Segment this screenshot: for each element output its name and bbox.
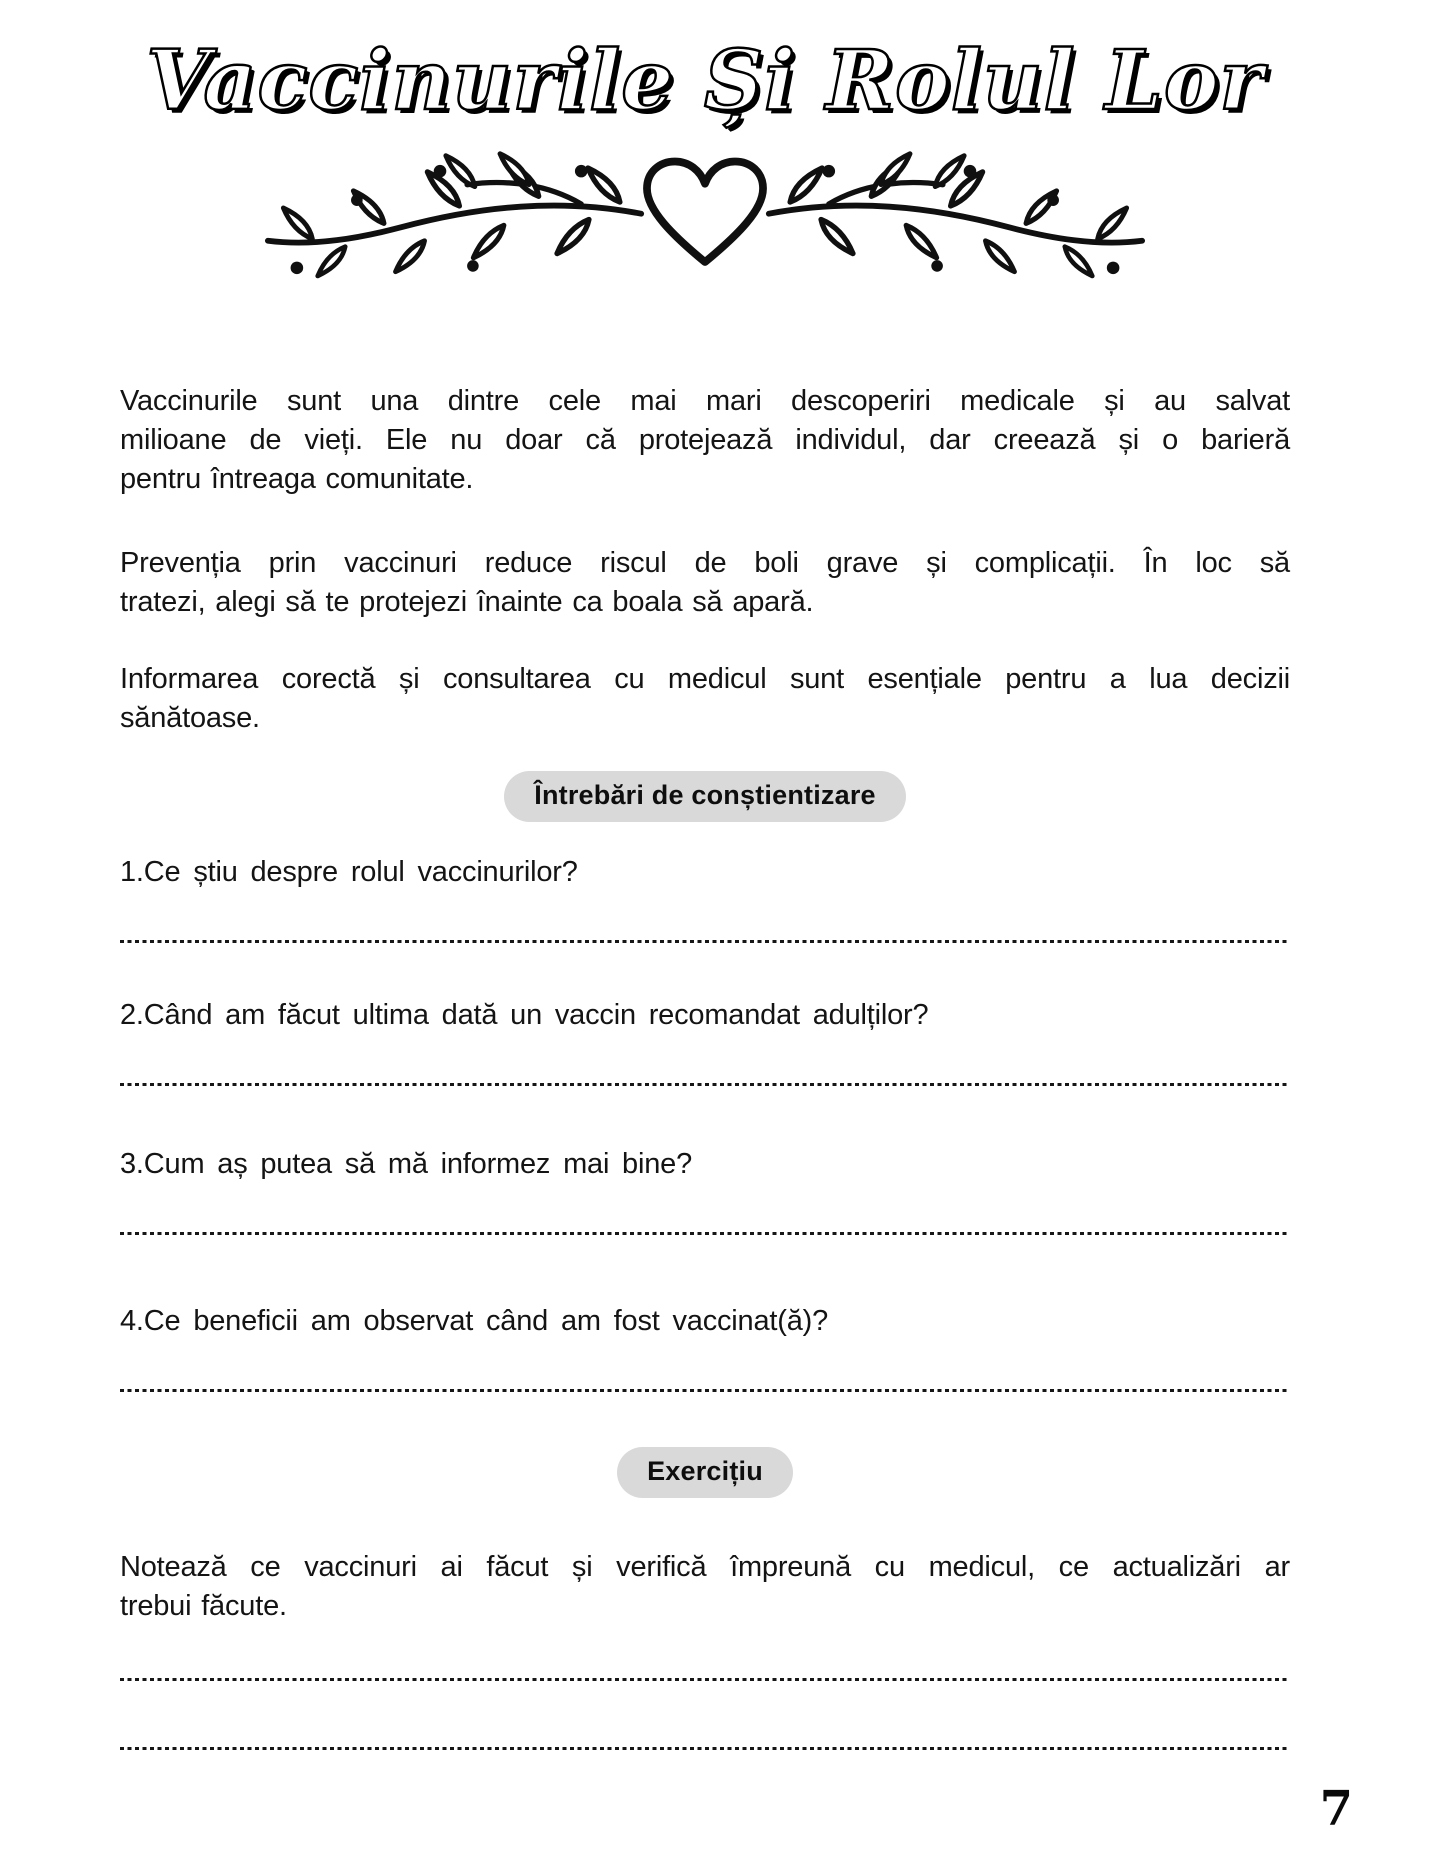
heart-icon (647, 162, 763, 263)
floral-divider (120, 146, 1290, 298)
intro-paragraph-1 (120, 382, 1290, 499)
section-header-questions-wrap (120, 771, 1290, 822)
paragraph-line: Notează ce vaccinuri ai făcut și verifică împreună cu medicul, ce actualizări ar (120, 1551, 1290, 1584)
question-2: 2.Când am făcut ultima dată un vaccin recomandat adulților? (120, 999, 929, 1032)
exercise-answer-line-1 (120, 1678, 1290, 1681)
section-header-questions: Întrebări de conștientizare (504, 771, 906, 822)
paragraph-line: trebui făcute. (120, 1590, 287, 1623)
paragraph-line: milioane de vieți. Ele nu doar că protejează individul, dar creează și o barieră (120, 424, 1290, 457)
intro-paragraph-2 (120, 544, 1290, 622)
paragraph-line: sănătoase. (120, 702, 260, 735)
answer-line-1 (120, 940, 1290, 943)
answer-line-2 (120, 1083, 1290, 1086)
exercise-instruction (120, 1548, 1290, 1626)
question-4: 4.Ce beneficii am observat când am fost vaccinat(ă)? (120, 1305, 829, 1338)
page-title: Vaccinurile Și Rolul Lor (146, 33, 1264, 129)
paragraph-line: pentru întreaga comunitate. (120, 463, 474, 496)
answer-line-3 (120, 1232, 1290, 1235)
page-number: 7 (1319, 1781, 1353, 1837)
paragraph-line: tratezi, alegi să te protejezi înainte ca boala să apară. (120, 586, 814, 619)
paragraph-line: Informarea corectă și consultarea cu medicul sunt esențiale pentru a lua decizii (120, 663, 1290, 696)
answer-line-4 (120, 1389, 1290, 1392)
section-header-exercise-wrap (120, 1447, 1290, 1498)
paragraph-line: Prevenția prin vaccinuri reduce riscul de boli grave și complicații. În loc să (120, 547, 1290, 580)
paragraph-line: Vaccinurile sunt una dintre cele mai mari descoperiri medicale și au salvat (120, 385, 1290, 418)
question-1: 1.Ce știu despre rolul vaccinurilor? (120, 856, 578, 889)
heart-laurel-divider-icon (240, 146, 1170, 293)
exercise-answer-line-2 (120, 1747, 1290, 1750)
intro-paragraph-3 (120, 660, 1290, 738)
question-3: 3.Cum aș putea să mă informez mai bine? (120, 1148, 693, 1181)
section-header-exercise: Exercițiu (617, 1447, 793, 1498)
